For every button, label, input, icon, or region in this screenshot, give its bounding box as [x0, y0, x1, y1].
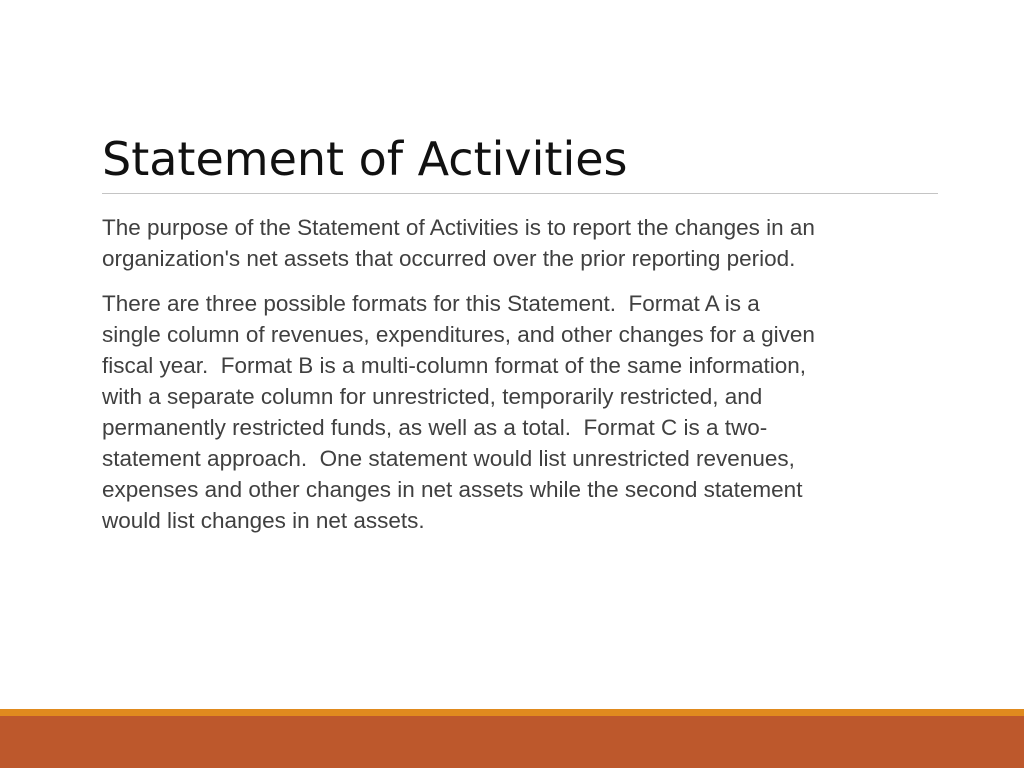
paragraph-line: statement approach. One statement would list unrestricted revenues,	[102, 446, 795, 471]
footer-band	[0, 716, 1024, 768]
paragraph-line: fiscal year. Format B is a multi-column format of the same information,	[102, 353, 806, 378]
paragraph-line: There are three possible formats for this Statement. Format A is a	[102, 291, 760, 316]
body-paragraph-purpose	[102, 212, 938, 274]
title-divider	[102, 193, 938, 194]
footer-accent-band	[0, 709, 1024, 716]
paragraph-line: with a separate column for unrestricted, temporarily restricted, and	[102, 384, 763, 409]
slide-body	[102, 212, 938, 550]
paragraph-line: permanently restricted funds, as well as a total. Format C is a two-	[102, 415, 768, 440]
body-paragraph-formats	[102, 288, 938, 536]
paragraph-line: The purpose of the Statement of Activities is to report the changes in an	[102, 215, 815, 240]
paragraph-line: expenses and other changes in net assets while the second statement	[102, 477, 803, 502]
slide-title: Statement of Activities	[102, 132, 628, 186]
paragraph-line: organization's net assets that occurred over the prior reporting period.	[102, 246, 796, 271]
paragraph-line: single column of revenues, expenditures, and other changes for a given	[102, 322, 815, 347]
paragraph-line: would list changes in net assets.	[102, 508, 425, 533]
